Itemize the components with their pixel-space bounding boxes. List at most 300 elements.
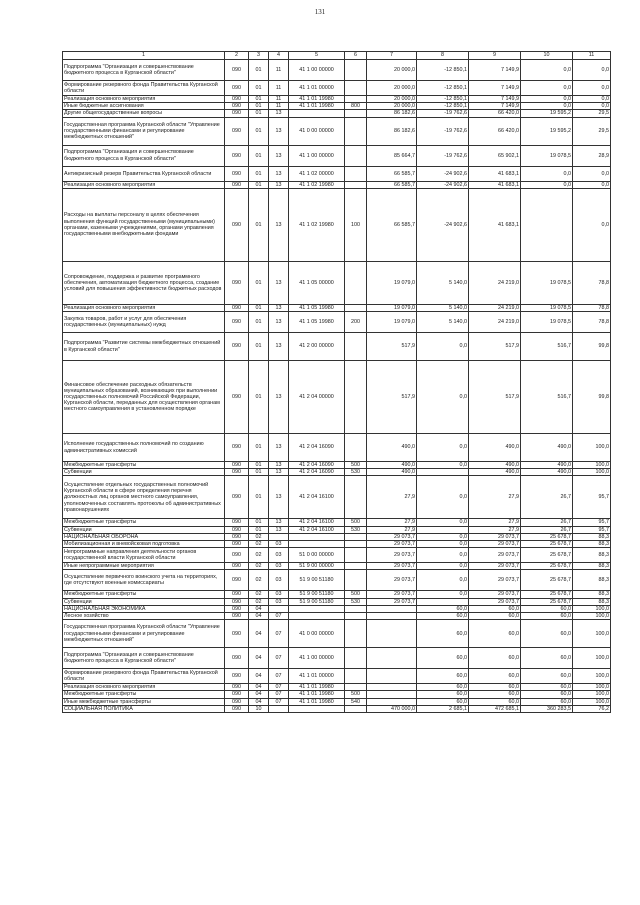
- table-cell: 090: [225, 620, 249, 648]
- table-cell: 530: [345, 526, 367, 533]
- table-cell: 41 1 00 00000: [289, 145, 345, 166]
- table-cell: 60,0: [417, 605, 469, 612]
- table-row: [63, 620, 611, 648]
- table-cell: 7 149,9: [469, 96, 521, 103]
- table-cell: [345, 648, 367, 669]
- table-cell: [345, 110, 367, 117]
- table-cell: 60,0: [417, 669, 469, 684]
- table-cell: 360 283,5: [521, 705, 573, 712]
- table-cell: 07: [269, 613, 289, 620]
- table-cell: 41 1 05 19980: [289, 312, 345, 333]
- table-cell: 29 073,7: [367, 541, 417, 548]
- table-cell: 41 1 01 00000: [289, 81, 345, 96]
- table-cell: 01: [249, 476, 269, 519]
- table-cell: 19 078,5: [521, 304, 573, 311]
- table-cell: 01: [249, 81, 269, 96]
- table-row: [63, 261, 611, 304]
- table-cell: 02: [249, 548, 269, 563]
- table-cell: 01: [249, 181, 269, 188]
- table-cell: 95,7: [573, 526, 611, 533]
- table-row: [63, 462, 611, 469]
- table-cell: 04: [249, 613, 269, 620]
- table-cell: 517,9: [367, 361, 417, 434]
- table-cell: 517,9: [469, 333, 521, 361]
- table-row: [63, 166, 611, 181]
- table-cell: 41 1 01 19980: [289, 684, 345, 691]
- table-cell: 60,0: [521, 684, 573, 691]
- table-cell: 800: [345, 103, 367, 110]
- table-cell: 41 683,1: [469, 166, 521, 181]
- table-cell: -12 850,1: [417, 60, 469, 81]
- table-cell: 0,0: [417, 361, 469, 434]
- table-cell: 090: [225, 519, 249, 526]
- table-cell: 07: [269, 684, 289, 691]
- table-cell: 20 000,0: [367, 96, 417, 103]
- table-cell: 19 079,0: [367, 304, 417, 311]
- table-cell: 29 073,7: [469, 548, 521, 563]
- table-cell: [289, 705, 345, 712]
- table-cell: [289, 541, 345, 548]
- table-cell: 29,5: [573, 117, 611, 145]
- table-cell: 66 420,0: [469, 110, 521, 117]
- table-cell: 090: [225, 548, 249, 563]
- table-row: [63, 548, 611, 563]
- table-cell: 5 140,0: [417, 304, 469, 311]
- table-cell: 02: [249, 591, 269, 598]
- table-cell: 490,0: [469, 434, 521, 462]
- table-cell: 60,0: [417, 648, 469, 669]
- table-cell: 090: [225, 96, 249, 103]
- table-cell: 25 678,7: [521, 541, 573, 548]
- table-cell: [367, 605, 417, 612]
- row-label: Реализация основного мероприятия: [63, 181, 225, 188]
- table-cell: 26,7: [521, 476, 573, 519]
- table-row: [63, 648, 611, 669]
- table-cell: 04: [249, 684, 269, 691]
- table-cell: [345, 96, 367, 103]
- table-cell: 04: [249, 605, 269, 612]
- table-cell: 13: [269, 312, 289, 333]
- table-cell: 11: [269, 60, 289, 81]
- table-cell: 490,0: [367, 434, 417, 462]
- table-cell: 090: [225, 541, 249, 548]
- table-cell: 41 683,1: [469, 188, 521, 261]
- table-cell: 19 079,0: [367, 312, 417, 333]
- table-cell: 41 1 00 00000: [289, 60, 345, 81]
- table-cell: [345, 605, 367, 612]
- table-cell: 090: [225, 598, 249, 605]
- table-cell: 516,7: [521, 361, 573, 434]
- table-cell: 0,0: [573, 103, 611, 110]
- table-cell: [345, 81, 367, 96]
- table-cell: [345, 684, 367, 691]
- table-row: [63, 563, 611, 570]
- table-row: [63, 684, 611, 691]
- table-cell: 500: [345, 462, 367, 469]
- table-cell: 51 9 00 51180: [289, 591, 345, 598]
- table-cell: 41 1 05 00000: [289, 261, 345, 304]
- table-cell: [367, 620, 417, 648]
- table-cell: 490,0: [469, 469, 521, 476]
- table-cell: 0,0: [521, 96, 573, 103]
- table-cell: [289, 110, 345, 117]
- table-row: [63, 181, 611, 188]
- table-cell: -19 762,6: [417, 110, 469, 117]
- table-cell: 60,0: [521, 605, 573, 612]
- table-cell: 88,3: [573, 548, 611, 563]
- col-header: 9: [469, 52, 521, 60]
- table-row: [63, 110, 611, 117]
- table-cell: 090: [225, 188, 249, 261]
- table-cell: -12 850,1: [417, 103, 469, 110]
- row-label: Реализация основного мероприятия: [63, 684, 225, 691]
- table-cell: 490,0: [367, 462, 417, 469]
- table-cell: 13: [269, 333, 289, 361]
- table-cell: 090: [225, 684, 249, 691]
- table-cell: 530: [345, 469, 367, 476]
- table-cell: [289, 533, 345, 540]
- table-cell: 41 1 05 19980: [289, 304, 345, 311]
- table-cell: 25 678,7: [521, 591, 573, 598]
- table-cell: 0,0: [417, 434, 469, 462]
- table-cell: 090: [225, 563, 249, 570]
- table-cell: [345, 304, 367, 311]
- table-cell: 100,0: [573, 684, 611, 691]
- table-cell: 100: [345, 188, 367, 261]
- table-cell: 04: [249, 691, 269, 698]
- col-header: 6: [345, 52, 367, 60]
- table-cell: 41 2 04 16090: [289, 469, 345, 476]
- row-label: НАЦИОНАЛЬНАЯ ОБОРОНА: [63, 533, 225, 540]
- row-label: Иные непрограммные мероприятия: [63, 563, 225, 570]
- table-cell: 60,0: [521, 669, 573, 684]
- table-row: [63, 476, 611, 519]
- table-cell: [417, 469, 469, 476]
- row-label: Подпрограмма "Развитие системы межбюджетных отношений в Курганской области": [63, 333, 225, 361]
- table-cell: 99,8: [573, 361, 611, 434]
- table-cell: 25 678,7: [521, 598, 573, 605]
- table-cell: 29 073,7: [469, 570, 521, 591]
- table-row: [63, 469, 611, 476]
- row-label: Лесное хозяйство: [63, 613, 225, 620]
- table-cell: 100,0: [573, 648, 611, 669]
- table-cell: 41 1 02 19980: [289, 188, 345, 261]
- table-cell: 516,7: [521, 333, 573, 361]
- table-cell: 29 073,7: [469, 563, 521, 570]
- row-label: Межбюджетные трансферты: [63, 519, 225, 526]
- table-cell: 0,0: [417, 333, 469, 361]
- table-cell: 090: [225, 166, 249, 181]
- table-cell: 090: [225, 691, 249, 698]
- table-cell: [367, 691, 417, 698]
- table-cell: 13: [269, 462, 289, 469]
- table-cell: 490,0: [521, 434, 573, 462]
- row-label: Формирование резервного фонда Правительства Курганской области: [63, 81, 225, 96]
- table-cell: [345, 563, 367, 570]
- table-row: [63, 698, 611, 705]
- table-cell: [417, 526, 469, 533]
- table-cell: 090: [225, 613, 249, 620]
- table-row: [63, 691, 611, 698]
- table-row: [63, 188, 611, 261]
- table-cell: 500: [345, 519, 367, 526]
- table-cell: 090: [225, 304, 249, 311]
- table-cell: 11: [269, 96, 289, 103]
- table-cell: 0,0: [521, 103, 573, 110]
- table-cell: 51 9 00 51180: [289, 570, 345, 591]
- table-cell: 01: [249, 312, 269, 333]
- table-cell: [345, 620, 367, 648]
- table-row: [63, 304, 611, 311]
- table-row: [63, 533, 611, 540]
- table-cell: 88,3: [573, 533, 611, 540]
- table-cell: [345, 548, 367, 563]
- table-cell: [345, 261, 367, 304]
- table-cell: [269, 705, 289, 712]
- table-cell: 07: [269, 648, 289, 669]
- table-cell: 41 2 04 00000: [289, 361, 345, 434]
- row-label: Субвенции: [63, 598, 225, 605]
- table-cell: 19 595,2: [521, 117, 573, 145]
- table-cell: 090: [225, 117, 249, 145]
- table-cell: 02: [249, 570, 269, 591]
- table-cell: 51 9 00 51180: [289, 598, 345, 605]
- table-cell: 25 678,7: [521, 533, 573, 540]
- table-cell: 66 585,7: [367, 181, 417, 188]
- table-cell: 5 140,0: [417, 312, 469, 333]
- table-cell: -24 902,6: [417, 166, 469, 181]
- table-cell: 65 902,1: [469, 145, 521, 166]
- table-cell: 200: [345, 312, 367, 333]
- table-cell: -12 850,1: [417, 96, 469, 103]
- table-row: [63, 96, 611, 103]
- table-cell: 01: [249, 261, 269, 304]
- table-cell: 100,0: [573, 691, 611, 698]
- table-cell: 19 078,5: [521, 145, 573, 166]
- table-cell: [367, 684, 417, 691]
- row-label: Формирование резервного фонда Правительства Курганской области: [63, 669, 225, 684]
- table-row: [63, 145, 611, 166]
- table-cell: 0,0: [573, 60, 611, 81]
- col-header: 7: [367, 52, 417, 60]
- table-cell: 090: [225, 434, 249, 462]
- table-cell: 27,9: [469, 526, 521, 533]
- table-cell: 01: [249, 96, 269, 103]
- col-header: 11: [573, 52, 611, 60]
- table-cell: 60,0: [521, 698, 573, 705]
- table-cell: 090: [225, 591, 249, 598]
- col-header: 10: [521, 52, 573, 60]
- table-cell: 04: [249, 698, 269, 705]
- table-cell: 24 219,0: [469, 312, 521, 333]
- header-row: [63, 52, 611, 60]
- table-cell: 02: [249, 563, 269, 570]
- table-cell: 03: [269, 541, 289, 548]
- table-cell: 60,0: [417, 698, 469, 705]
- table-cell: 24 219,0: [469, 261, 521, 304]
- table-cell: 60,0: [469, 669, 521, 684]
- table-cell: 41 1 02 19980: [289, 181, 345, 188]
- table-cell: 88,3: [573, 563, 611, 570]
- table-cell: [345, 613, 367, 620]
- table-cell: 27,9: [469, 476, 521, 519]
- table-cell: 60,0: [521, 691, 573, 698]
- table-cell: 86 182,6: [367, 117, 417, 145]
- table-cell: 19 079,0: [367, 261, 417, 304]
- table-cell: 01: [249, 103, 269, 110]
- table-cell: 530: [345, 598, 367, 605]
- table-row: [63, 103, 611, 110]
- table-cell: 100,0: [573, 613, 611, 620]
- table-row: [63, 541, 611, 548]
- page-number: 131: [314, 8, 326, 16]
- table-cell: 490,0: [521, 462, 573, 469]
- table-cell: 13: [269, 469, 289, 476]
- col-header: 1: [63, 52, 225, 60]
- table-cell: [345, 476, 367, 519]
- table-cell: 0,0: [573, 181, 611, 188]
- table-cell: [345, 117, 367, 145]
- table-row: [63, 519, 611, 526]
- table-cell: 60,0: [469, 620, 521, 648]
- table-cell: 88,3: [573, 591, 611, 598]
- table-cell: 88,3: [573, 598, 611, 605]
- table-cell: 500: [345, 691, 367, 698]
- table-cell: 100,0: [573, 620, 611, 648]
- table-cell: [345, 705, 367, 712]
- table-cell: 13: [269, 188, 289, 261]
- table-cell: 090: [225, 469, 249, 476]
- row-label: Государственная программа Курганской области "Управление государственными финансами и регулирование межбюджетных отношений": [63, 620, 225, 648]
- col-header: 2: [225, 52, 249, 60]
- row-label: НАЦИОНАЛЬНАЯ ЭКОНОМИКА: [63, 605, 225, 612]
- table-cell: 090: [225, 361, 249, 434]
- table-cell: 60,0: [521, 648, 573, 669]
- table-row: [63, 591, 611, 598]
- table-cell: 41 1 01 00000: [289, 669, 345, 684]
- table-cell: 41 0 00 00000: [289, 620, 345, 648]
- row-label: Закупка товаров, работ и услуг для обеспечения государственных (муниципальных) нужд: [63, 312, 225, 333]
- row-label: Государственная программа Курганской области "Управление государственными финансами и регулирование межбюджетных отношений": [63, 117, 225, 145]
- table-cell: 0,0: [521, 181, 573, 188]
- table-cell: 090: [225, 333, 249, 361]
- table-cell: [345, 60, 367, 81]
- table-cell: 01: [249, 145, 269, 166]
- table-cell: 13: [269, 166, 289, 181]
- table-cell: [367, 698, 417, 705]
- table-cell: 41 2 04 16100: [289, 519, 345, 526]
- table-cell: 03: [269, 591, 289, 598]
- table-cell: 01: [249, 60, 269, 81]
- row-label: Межбюджетные трансферты: [63, 462, 225, 469]
- table-cell: 13: [269, 476, 289, 519]
- table-cell: [345, 145, 367, 166]
- table-cell: 26,7: [521, 526, 573, 533]
- table-cell: 13: [269, 117, 289, 145]
- table-cell: 41 2 04 16100: [289, 526, 345, 533]
- table-cell: 7 149,9: [469, 60, 521, 81]
- table-cell: [345, 181, 367, 188]
- row-label: Другие общегосударственные вопросы: [63, 110, 225, 117]
- table-cell: 07: [269, 698, 289, 705]
- table-row: [63, 526, 611, 533]
- table-row: [63, 613, 611, 620]
- row-label: Межбюджетные трансферты: [63, 691, 225, 698]
- row-label: Подпрограмма "Организация и совершенствование бюджетного процесса в Курганской области": [63, 60, 225, 81]
- table-cell: 60,0: [521, 620, 573, 648]
- table-cell: [367, 613, 417, 620]
- table-cell: 03: [269, 548, 289, 563]
- table-cell: 41 1 01 19980: [289, 96, 345, 103]
- table-cell: 19 595,2: [521, 110, 573, 117]
- table-cell: [345, 166, 367, 181]
- table-cell: 100,0: [573, 434, 611, 462]
- table-cell: 25 678,7: [521, 570, 573, 591]
- table-cell: [345, 541, 367, 548]
- table-cell: 490,0: [521, 469, 573, 476]
- table-cell: [345, 361, 367, 434]
- row-label: СОЦИАЛЬНАЯ ПОЛИТИКА: [63, 705, 225, 712]
- table-cell: 090: [225, 476, 249, 519]
- row-label: Исполнение государственных полномочий по созданию административных комиссий: [63, 434, 225, 462]
- table-cell: 01: [249, 519, 269, 526]
- table-cell: 60,0: [469, 648, 521, 669]
- table-cell: 85 664,7: [367, 145, 417, 166]
- table-cell: 41 0 00 00000: [289, 117, 345, 145]
- table-cell: 29 073,7: [469, 533, 521, 540]
- table-cell: [521, 188, 573, 261]
- table-cell: 090: [225, 698, 249, 705]
- table-cell: 28,9: [573, 145, 611, 166]
- table-cell: 25 678,7: [521, 563, 573, 570]
- table-cell: 88,3: [573, 541, 611, 548]
- table-cell: 090: [225, 181, 249, 188]
- table-cell: [269, 533, 289, 540]
- table-cell: 0,0: [417, 591, 469, 598]
- table-row: [63, 60, 611, 81]
- table-cell: 13: [269, 261, 289, 304]
- table-row: [63, 434, 611, 462]
- table-cell: [345, 434, 367, 462]
- table-cell: 27,9: [469, 519, 521, 526]
- table-cell: 090: [225, 605, 249, 612]
- table-cell: 25 678,7: [521, 548, 573, 563]
- table-cell: 29 073,7: [469, 598, 521, 605]
- table-cell: 7 149,9: [469, 103, 521, 110]
- table-cell: 0,0: [417, 476, 469, 519]
- table-cell: 07: [269, 669, 289, 684]
- row-label: Мобилизационная и вневойсковая подготовка: [63, 541, 225, 548]
- table-cell: 27,9: [367, 526, 417, 533]
- table-cell: 0,0: [521, 81, 573, 96]
- table-cell: 20 000,0: [367, 103, 417, 110]
- table-cell: [289, 605, 345, 612]
- row-label: Иные бюджетные ассигнования: [63, 103, 225, 110]
- table-cell: 0,0: [417, 533, 469, 540]
- col-header: 8: [417, 52, 469, 60]
- table-cell: 01: [249, 434, 269, 462]
- table-cell: -24 902,6: [417, 188, 469, 261]
- table-cell: 07: [269, 691, 289, 698]
- table-cell: 0,0: [417, 519, 469, 526]
- table-row: [63, 333, 611, 361]
- table-cell: 60,0: [417, 691, 469, 698]
- table-cell: 76,2: [573, 705, 611, 712]
- table-cell: 86 182,6: [367, 110, 417, 117]
- table-cell: -19 762,6: [417, 145, 469, 166]
- row-label: Подпрограмма "Организация и совершенствование бюджетного процесса в Курганской области": [63, 145, 225, 166]
- table-cell: 41 683,1: [469, 181, 521, 188]
